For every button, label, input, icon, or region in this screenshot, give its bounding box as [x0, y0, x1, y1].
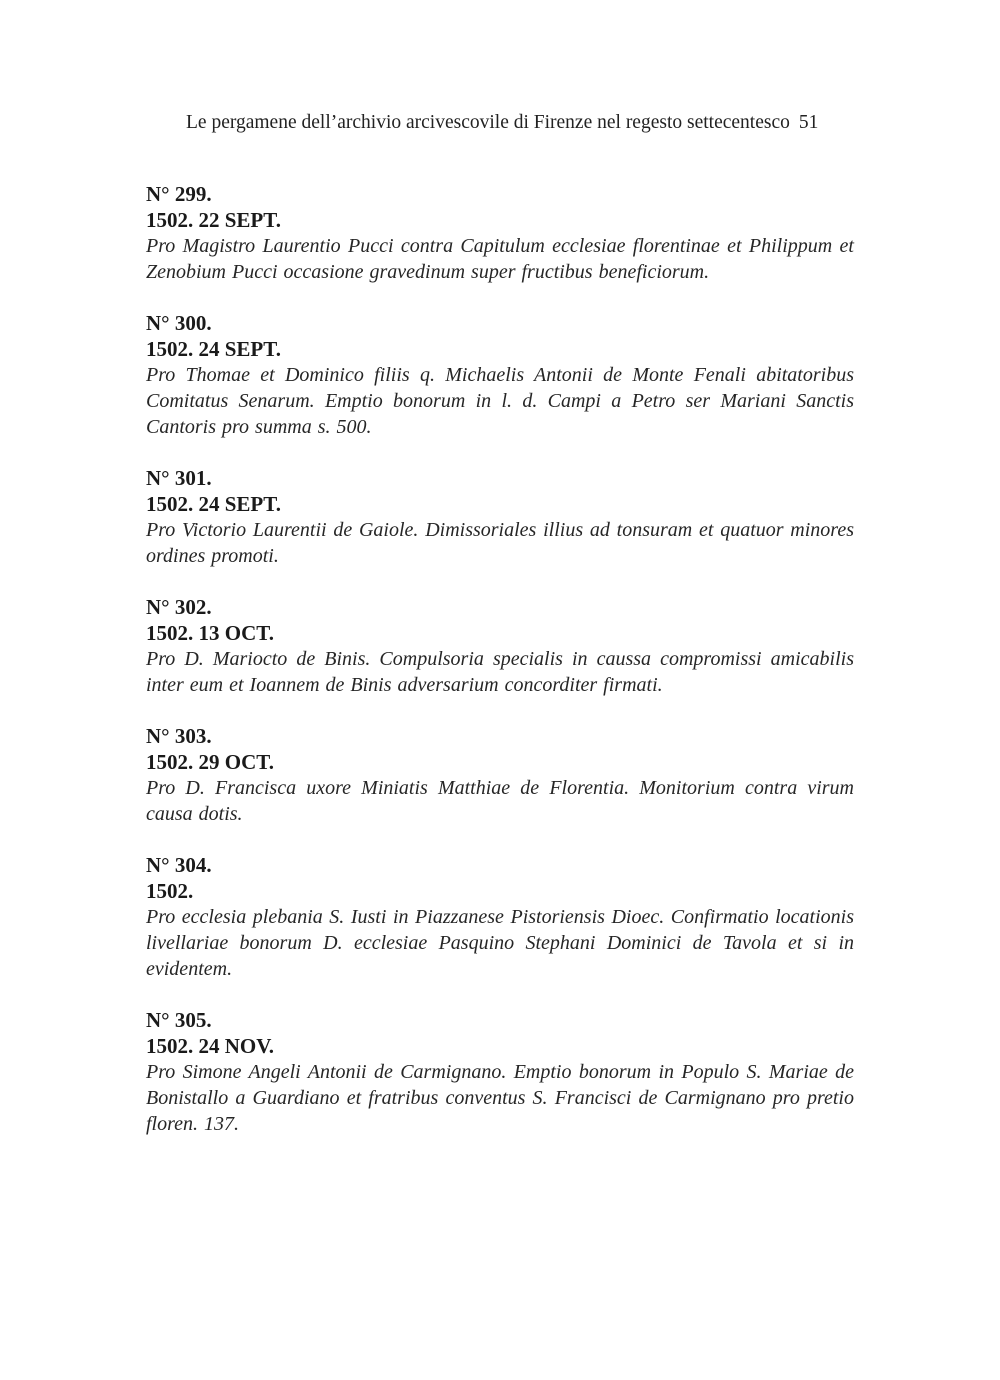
entry-text: Pro Magistro Laurentio Pucci contra Capitulum ecclesiae florentinae et Philippum et Zenobium Pucci occasione gravedinum super fructibus beneficiorum. — [146, 235, 854, 283]
entry-text: Pro D. Mariocto de Binis. Compulsoria specialis in caussa compromissi amicabilis inter eum et Ioannem de Binis adversarium concorditer firmati. — [146, 648, 854, 696]
running-head — [186, 111, 852, 135]
entry-date: 1502. 24 SEPT. — [146, 492, 281, 516]
entry-304 — [146, 852, 854, 982]
entry-299 — [146, 181, 854, 285]
entry-text: Pro ecclesia plebania S. Iusti in Piazzanese Pistoriensis Dioec. Confirmatio locationis livellariae bonorum D. ecclesiae Pasquino Stephani Dominici de Tavola et si in evidentem. — [146, 906, 854, 980]
entry-number: N° 302. — [146, 595, 212, 619]
running-head-title: Le pergamene dell’archivio arcivescovile di Firenze nel regesto settecentesco — [186, 112, 790, 133]
entry-301 — [146, 465, 854, 569]
entry-date: 1502. 22 SEPT. — [146, 208, 281, 232]
entry-302 — [146, 594, 854, 698]
entry-date: 1502. 13 OCT. — [146, 621, 274, 645]
page-number: 51 — [798, 112, 819, 133]
entry-text: Pro Thomae et Dominico filiis q. Michaelis Antonii de Monte Fenali abitatoribus Comitatus Senarum. Emptio bonorum in l. d. Campi a Petro ser Mariani Sanctis Cantoris pro summa s. 500. — [146, 364, 854, 438]
entry-number: N° 300. — [146, 311, 212, 335]
entry-date: 1502. 24 NOV. — [146, 1034, 274, 1058]
entry-list — [146, 181, 854, 1162]
entry-text: Pro Victorio Laurentii de Gaiole. Dimissoriales illius ad tonsuram et quatuor minores ordines promoti. — [146, 519, 854, 567]
entry-date: 1502. — [146, 879, 194, 903]
entry-text: Pro Simone Angeli Antonii de Carmignano. Emptio bonorum in Populo S. Mariae de Bonistallo a Guardiano et fratribus conventus S. Francisci de Carmignano pro pretio floren. 137. — [146, 1061, 854, 1135]
entry-number: N° 305. — [146, 1008, 212, 1032]
entry-number: N° 299. — [146, 182, 212, 206]
entry-text: Pro D. Francisca uxore Miniatis Matthiae de Florentia. Monitorium contra virum causa dotis. — [146, 777, 854, 825]
entry-303 — [146, 723, 854, 827]
entry-305 — [146, 1007, 854, 1137]
entry-date: 1502. 24 SEPT. — [146, 337, 281, 361]
entry-date: 1502. 29 OCT. — [146, 750, 274, 774]
entry-number: N° 301. — [146, 466, 212, 490]
entry-number: N° 303. — [146, 724, 212, 748]
entry-number: N° 304. — [146, 853, 212, 877]
entry-300 — [146, 310, 854, 440]
